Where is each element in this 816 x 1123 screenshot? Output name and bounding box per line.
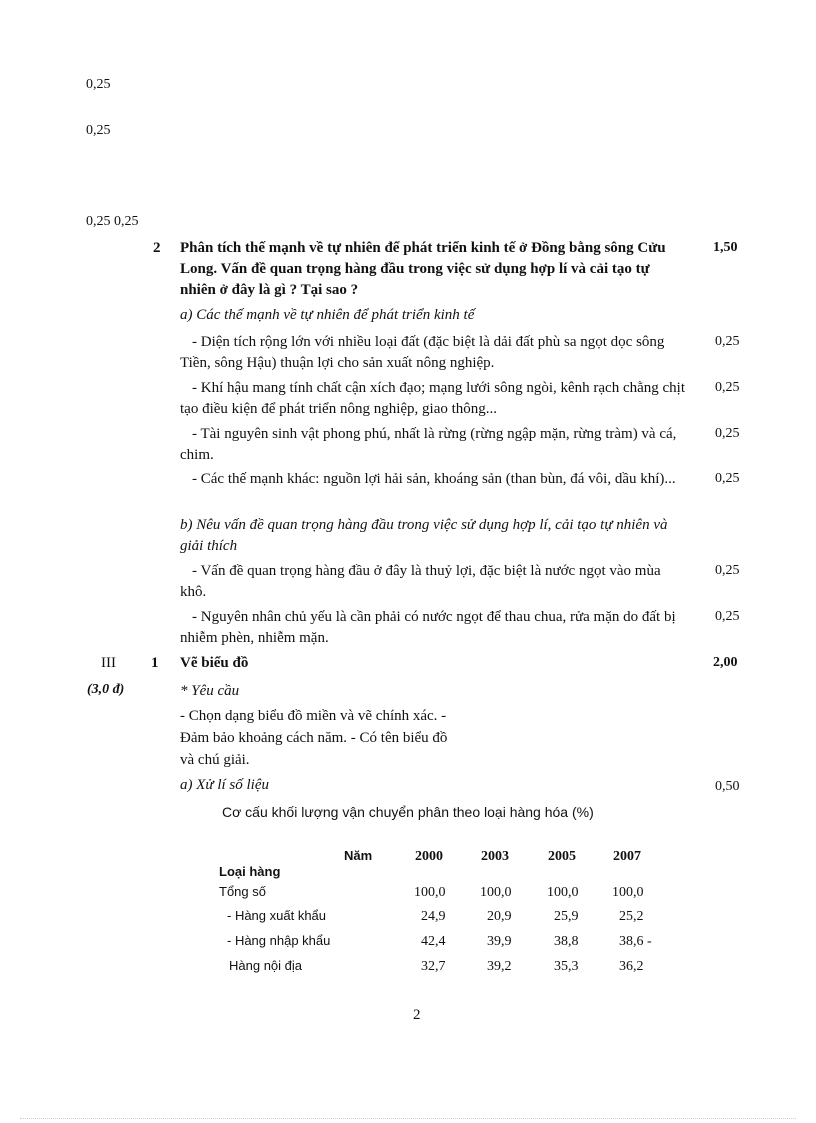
table-cell: 35,3 [554,959,579,974]
table-cell: 32,7 [421,959,446,974]
table-cell: 38,8 [554,934,579,949]
q2-item-a4-score: 0,25 [715,471,740,486]
table-cell: 24,9 [421,909,446,924]
table-cell: 25,9 [554,909,579,924]
table-cell: 39,2 [487,959,512,974]
q2-item-a2: - Khí hậu mang tính chất cận xích đạo; mạng lưới sông ngòi, kênh rạch chằng chịt tạo điều kiện để phát triển nông nghiệp, giao thông... [180,380,686,417]
table-row-label: Tổng số [219,884,266,899]
q2-total: 1,50 [713,240,738,255]
q2-item-a1-score: 0,25 [715,334,740,349]
q3-req-label: * Yêu cầu [180,683,240,699]
table-year-2005: 2005 [548,849,576,864]
q2-item-a3: - Tài nguyên sinh vật phong phú, nhất là rừng (rừng ngập mặn, rừng tràm) và cá, chim. [180,426,677,463]
table-cell: 39,9 [487,934,512,949]
q2-number: 2 [153,240,161,256]
table-cell: 100,0 [547,885,579,900]
table-cell: 25,2 [619,909,644,924]
table-year-2007: 2007 [613,849,641,864]
q2-title: Phân tích thế mạnh về tự nhiên để phát triển kinh tế ở Đồng bằng sông Cửu Long. Vấn đề quan trọng hàng đầu trong việc sử dụng hợp lí và cải tạo tự nhiên ở đây là gì ? Tại sao ? [180,240,666,298]
q3-part-a-score: 0,50 [715,779,740,794]
table-year-2000: 2000 [415,849,443,864]
q3-roman: III [101,655,116,671]
left-score-1: 0,25 [86,77,111,92]
q2-item-a4: - Các thế mạnh khác: nguồn lợi hải sản, khoáng sản (than bùn, đá vôi, dầu khí)... [192,471,676,487]
table-caption: Cơ cấu khối lượng vận chuyển phân theo loại hàng hóa (%) [222,804,594,820]
left-score-2: 0,25 [86,123,111,138]
q3-points: (3,0 đ) [87,682,125,697]
q3-title: Vẽ biểu đồ [180,655,249,671]
q3-req-line1: - Chọn dạng biểu đồ miền và vẽ chính xác. - [180,708,447,724]
q2-part-a: a) Các thế mạnh về tự nhiên để phát triển kinh tế [180,307,475,323]
q2-item-b1-score: 0,25 [715,563,740,578]
q3-req-line3: và chú giải. [180,752,250,768]
table-cell: 42,4 [421,934,446,949]
page-number: 2 [413,1007,421,1023]
table-row-label: - Hàng nhập khẩu [227,933,331,948]
left-score-3: 0,25 0,25 [86,214,139,229]
table-year-2003: 2003 [481,849,509,864]
q2-item-b1: - Vấn đề quan trọng hàng đầu ở đây là thuỷ lợi, đặc biệt là nước ngọt vào mùa khô. [180,563,661,600]
table-cell: 100,0 [414,885,446,900]
footer-divider [20,1118,796,1119]
q3-number: 1 [151,655,159,671]
q3-part-a: a) Xử lí số liệu [180,777,270,793]
q2-part-b: b) Nêu vấn đề quan trọng hàng đầu trong việc sử dụng hợp lí, cải tạo tự nhiên và giải thích [180,517,668,554]
table-corner-item: Loại hàng [219,864,281,879]
q2-item-a2-score: 0,25 [715,380,740,395]
q2-item-b2-score: 0,25 [715,609,740,624]
q2-item-b2: - Nguyên nhân chủ yếu là cần phải có nước ngọt để thau chua, rửa mặn do đất bị nhiễm phèn, nhiễm mặn. [180,609,676,646]
table-cell: 100,0 [612,885,644,900]
table-cell: 20,9 [487,909,512,924]
table-corner-year: Năm [344,848,373,863]
q2-item-a3-score: 0,25 [715,426,740,441]
table-row-label: - Hàng xuất khẩu [227,908,327,923]
table-cell: 38,6 - [619,934,652,949]
q2-item-a1: - Diện tích rộng lớn với nhiều loại đất (đặc biệt là dải đất phù sa ngọt dọc sông Tiền, sông Hậu) thuận lợi cho sản xuất nông nghiệp. [180,334,665,371]
table-cell: 100,0 [480,885,512,900]
table-row-label: Hàng nội địa [229,958,302,973]
table-cell: 36,2 [619,959,644,974]
q3-total: 2,00 [713,655,738,670]
q3-req-line2: Đảm bảo khoảng cách năm. - Có tên biểu đồ [180,730,448,746]
